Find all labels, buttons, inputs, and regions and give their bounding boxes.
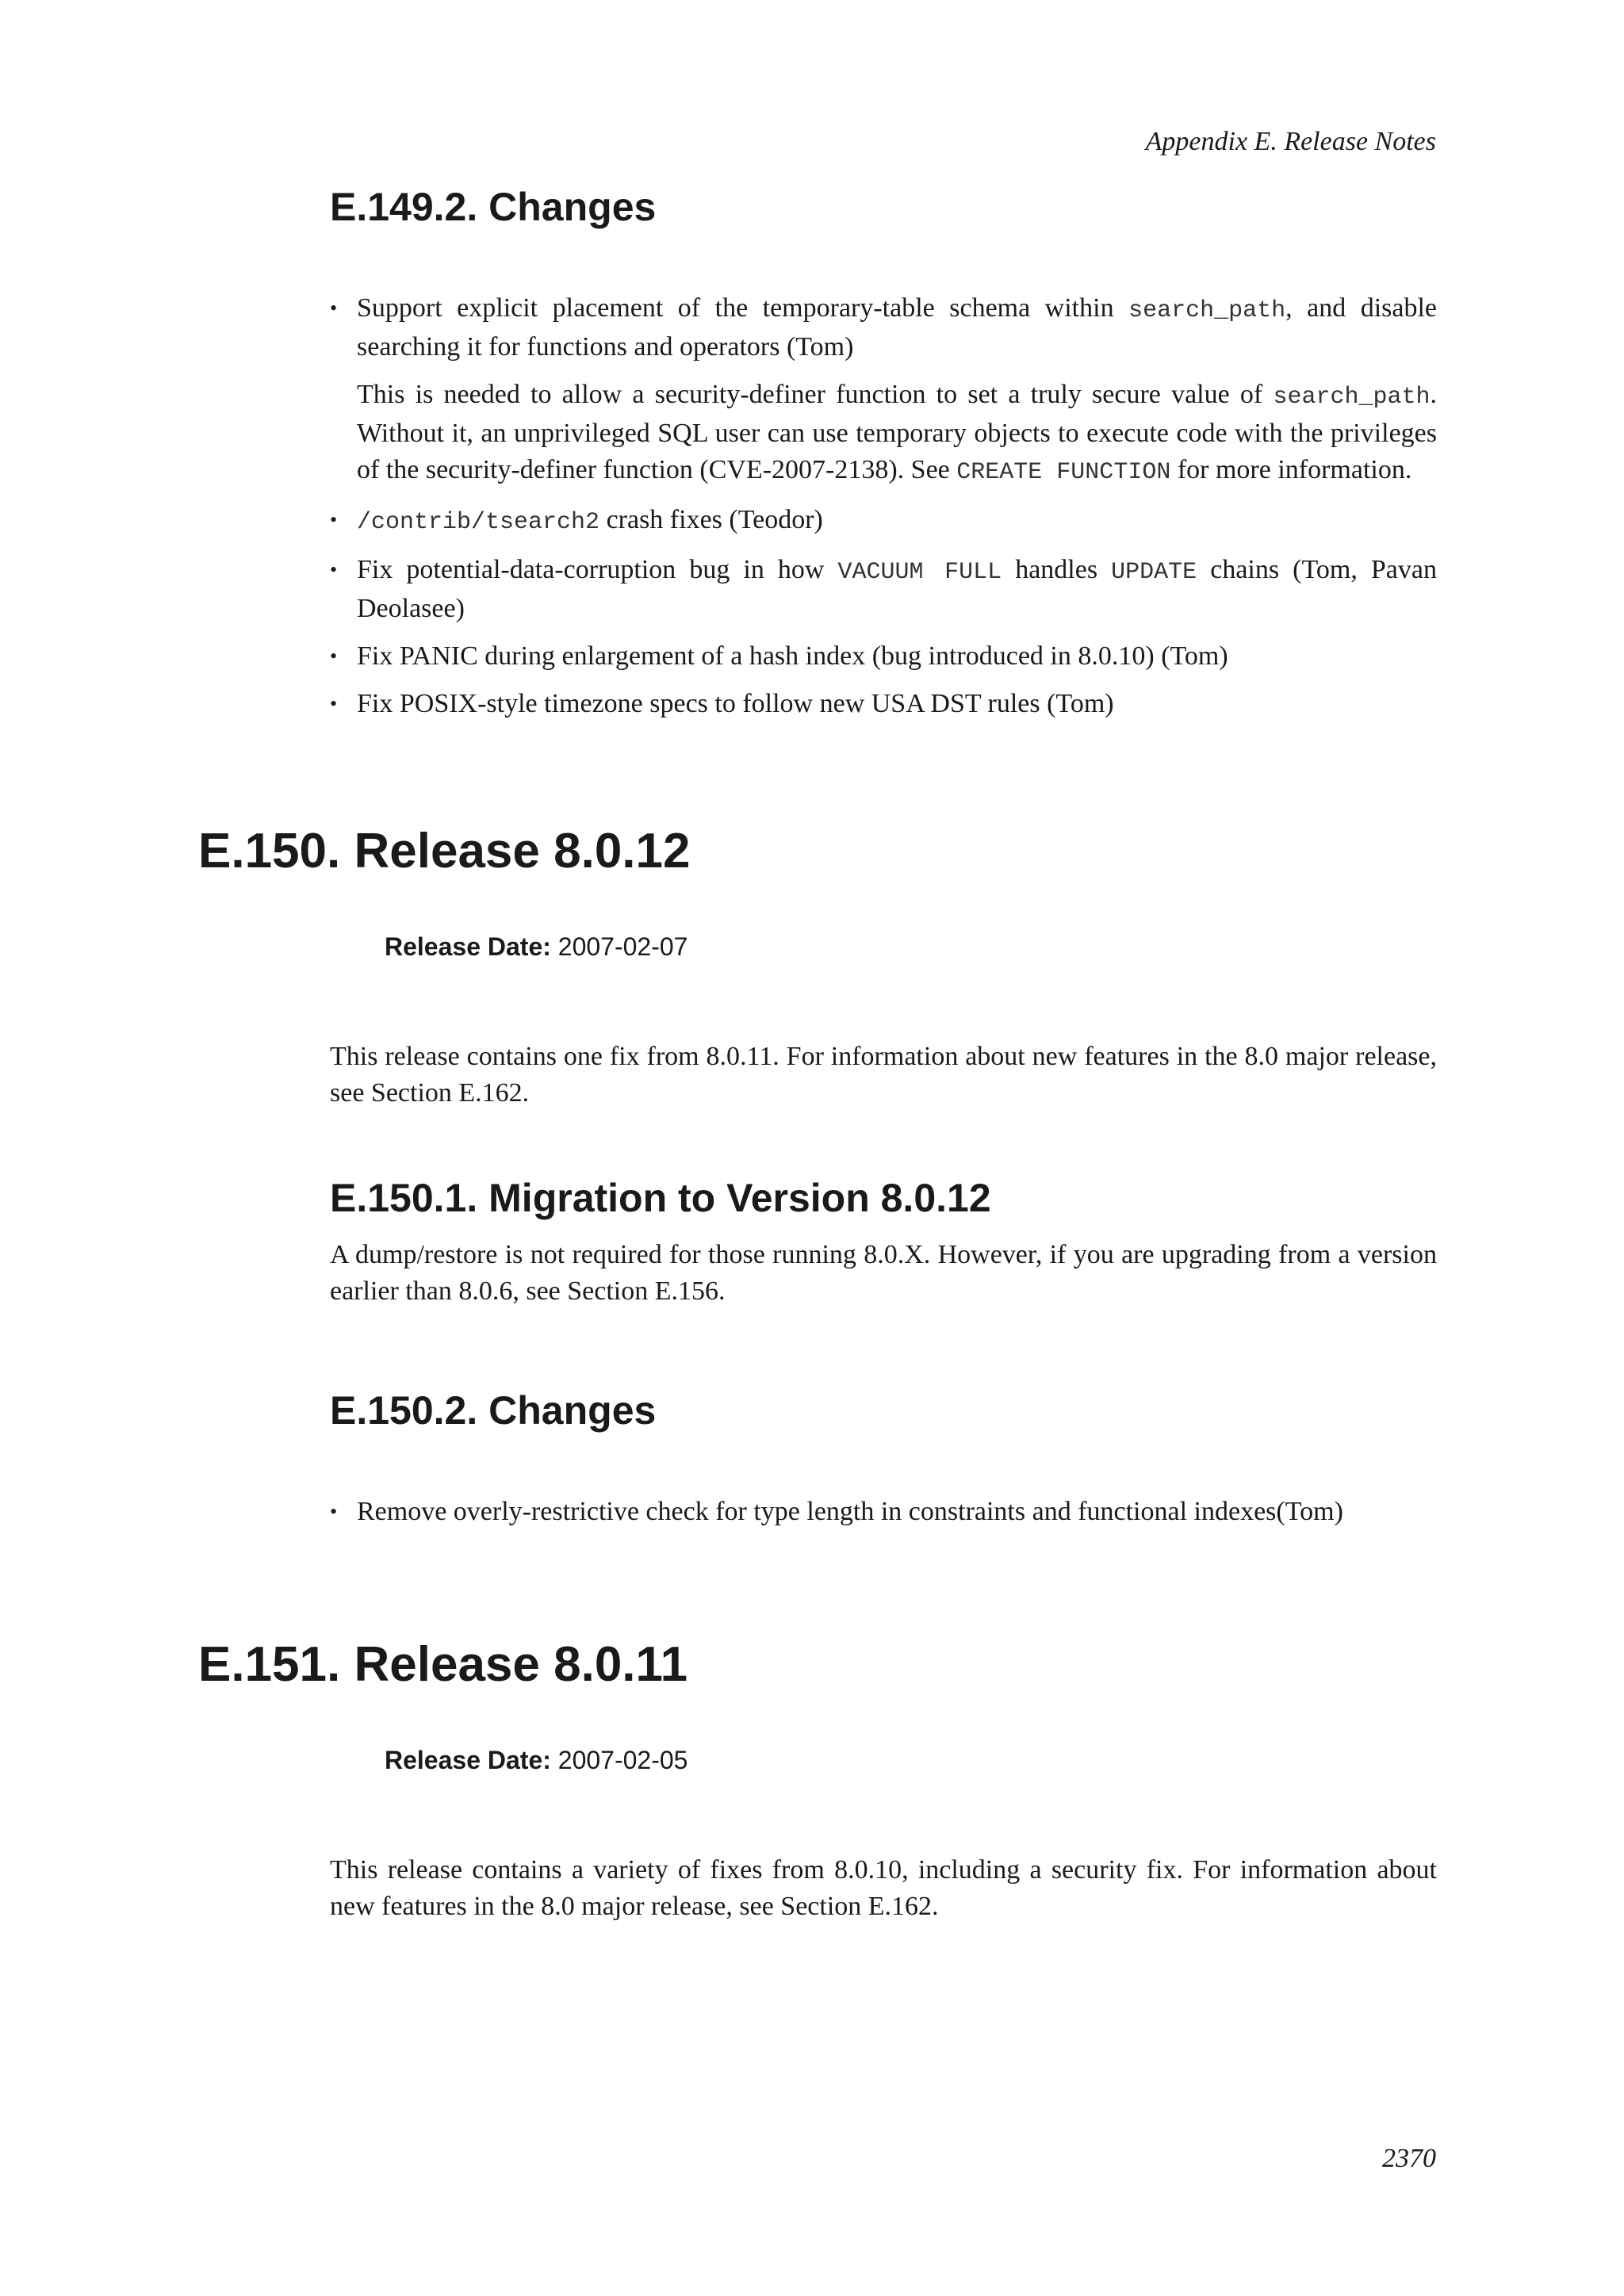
changes-list-e149-2 [330, 290, 1437, 722]
code-update: UPDATE [1111, 559, 1197, 586]
detail-text: This is needed to allow a security-definer function to set a truly secure value of [357, 380, 1274, 409]
code-create-function: CREATE FUNCTION [956, 459, 1171, 486]
release-date-value: 2007-02-05 [557, 1746, 688, 1774]
release-date-e150 [385, 932, 688, 962]
item-text: chains (Tom, Pavan Deolasee) [357, 555, 1437, 623]
changes-list-e150-2 [330, 1494, 1437, 1530]
section-heading-e149-2: E.149.2. Changes [330, 185, 657, 229]
page-number: 2370 [1382, 2144, 1436, 2173]
item-text: , and disable searching it for functions and operators (Tom) [357, 293, 1437, 362]
item-text: Fix potential-data-corruption bug in how [357, 555, 838, 584]
release-date-label: Release Date: [385, 1746, 551, 1774]
running-header: Appendix E. Release Notes [1145, 127, 1436, 156]
migration-text-e150: A dump/restore is not required for those running 8.0.X. However, if you are upgrading from a version earlier than 8.0.6, see Section E.156. [330, 1240, 1437, 1306]
release-date-value: 2007-02-07 [557, 932, 688, 961]
detail-text: for more information. [1170, 455, 1412, 484]
list-item: • Fix PANIC during enlargement of a hash index (bug introduced in 8.0.10) (Tom) [330, 638, 1437, 675]
release-intro-e150: This release contains one fix from 8.0.11. For information about new features in the 8.0 major release, see Section E.162. [330, 1042, 1437, 1108]
section-heading-e150-2: E.150.2. Changes [330, 1388, 657, 1433]
detail-text: . Without it, an unprivileged SQL user can use temporary objects to execute code with the privileges of the security-definer function (CVE-2007-2138). See [357, 380, 1437, 484]
section-heading-e151: E.151. Release 8.0.11 [198, 1637, 688, 1692]
list-item [330, 290, 1437, 491]
code-vacuum-full: VACUUM FULL [837, 559, 1002, 586]
code-search-path: search_path [1128, 297, 1286, 324]
item-text: Support explicit placement of the temporary-table schema within [357, 293, 1129, 323]
list-item: • Remove overly-restrictive check for type length in constraints and functional indexes(Tom) [330, 1494, 1437, 1530]
section-heading-e150: E.150. Release 8.0.12 [198, 824, 691, 878]
release-date-e151 [385, 1746, 688, 1775]
item-detail-paragraph [357, 377, 1437, 491]
list-item: • Fix POSIX-style timezone specs to follow new USA DST rules (Tom) [330, 686, 1437, 722]
section-heading-e150-1: E.150.1. Migration to Version 8.0.12 [330, 1176, 991, 1220]
list-item [330, 552, 1437, 627]
code-contrib-tsearch2: /contrib/tsearch2 [357, 509, 600, 536]
item-text: crash fixes (Teodor) [599, 505, 823, 534]
release-date-label: Release Date: [385, 932, 551, 961]
list-item [330, 502, 1437, 541]
release-intro-e151: This release contains a variety of fixes from 8.0.10, including a security fix. For information about new features in the 8.0 major release, see Section E.162. [330, 1855, 1437, 1921]
code-search-path: search_path [1273, 384, 1431, 411]
item-text: handles [1002, 555, 1112, 584]
